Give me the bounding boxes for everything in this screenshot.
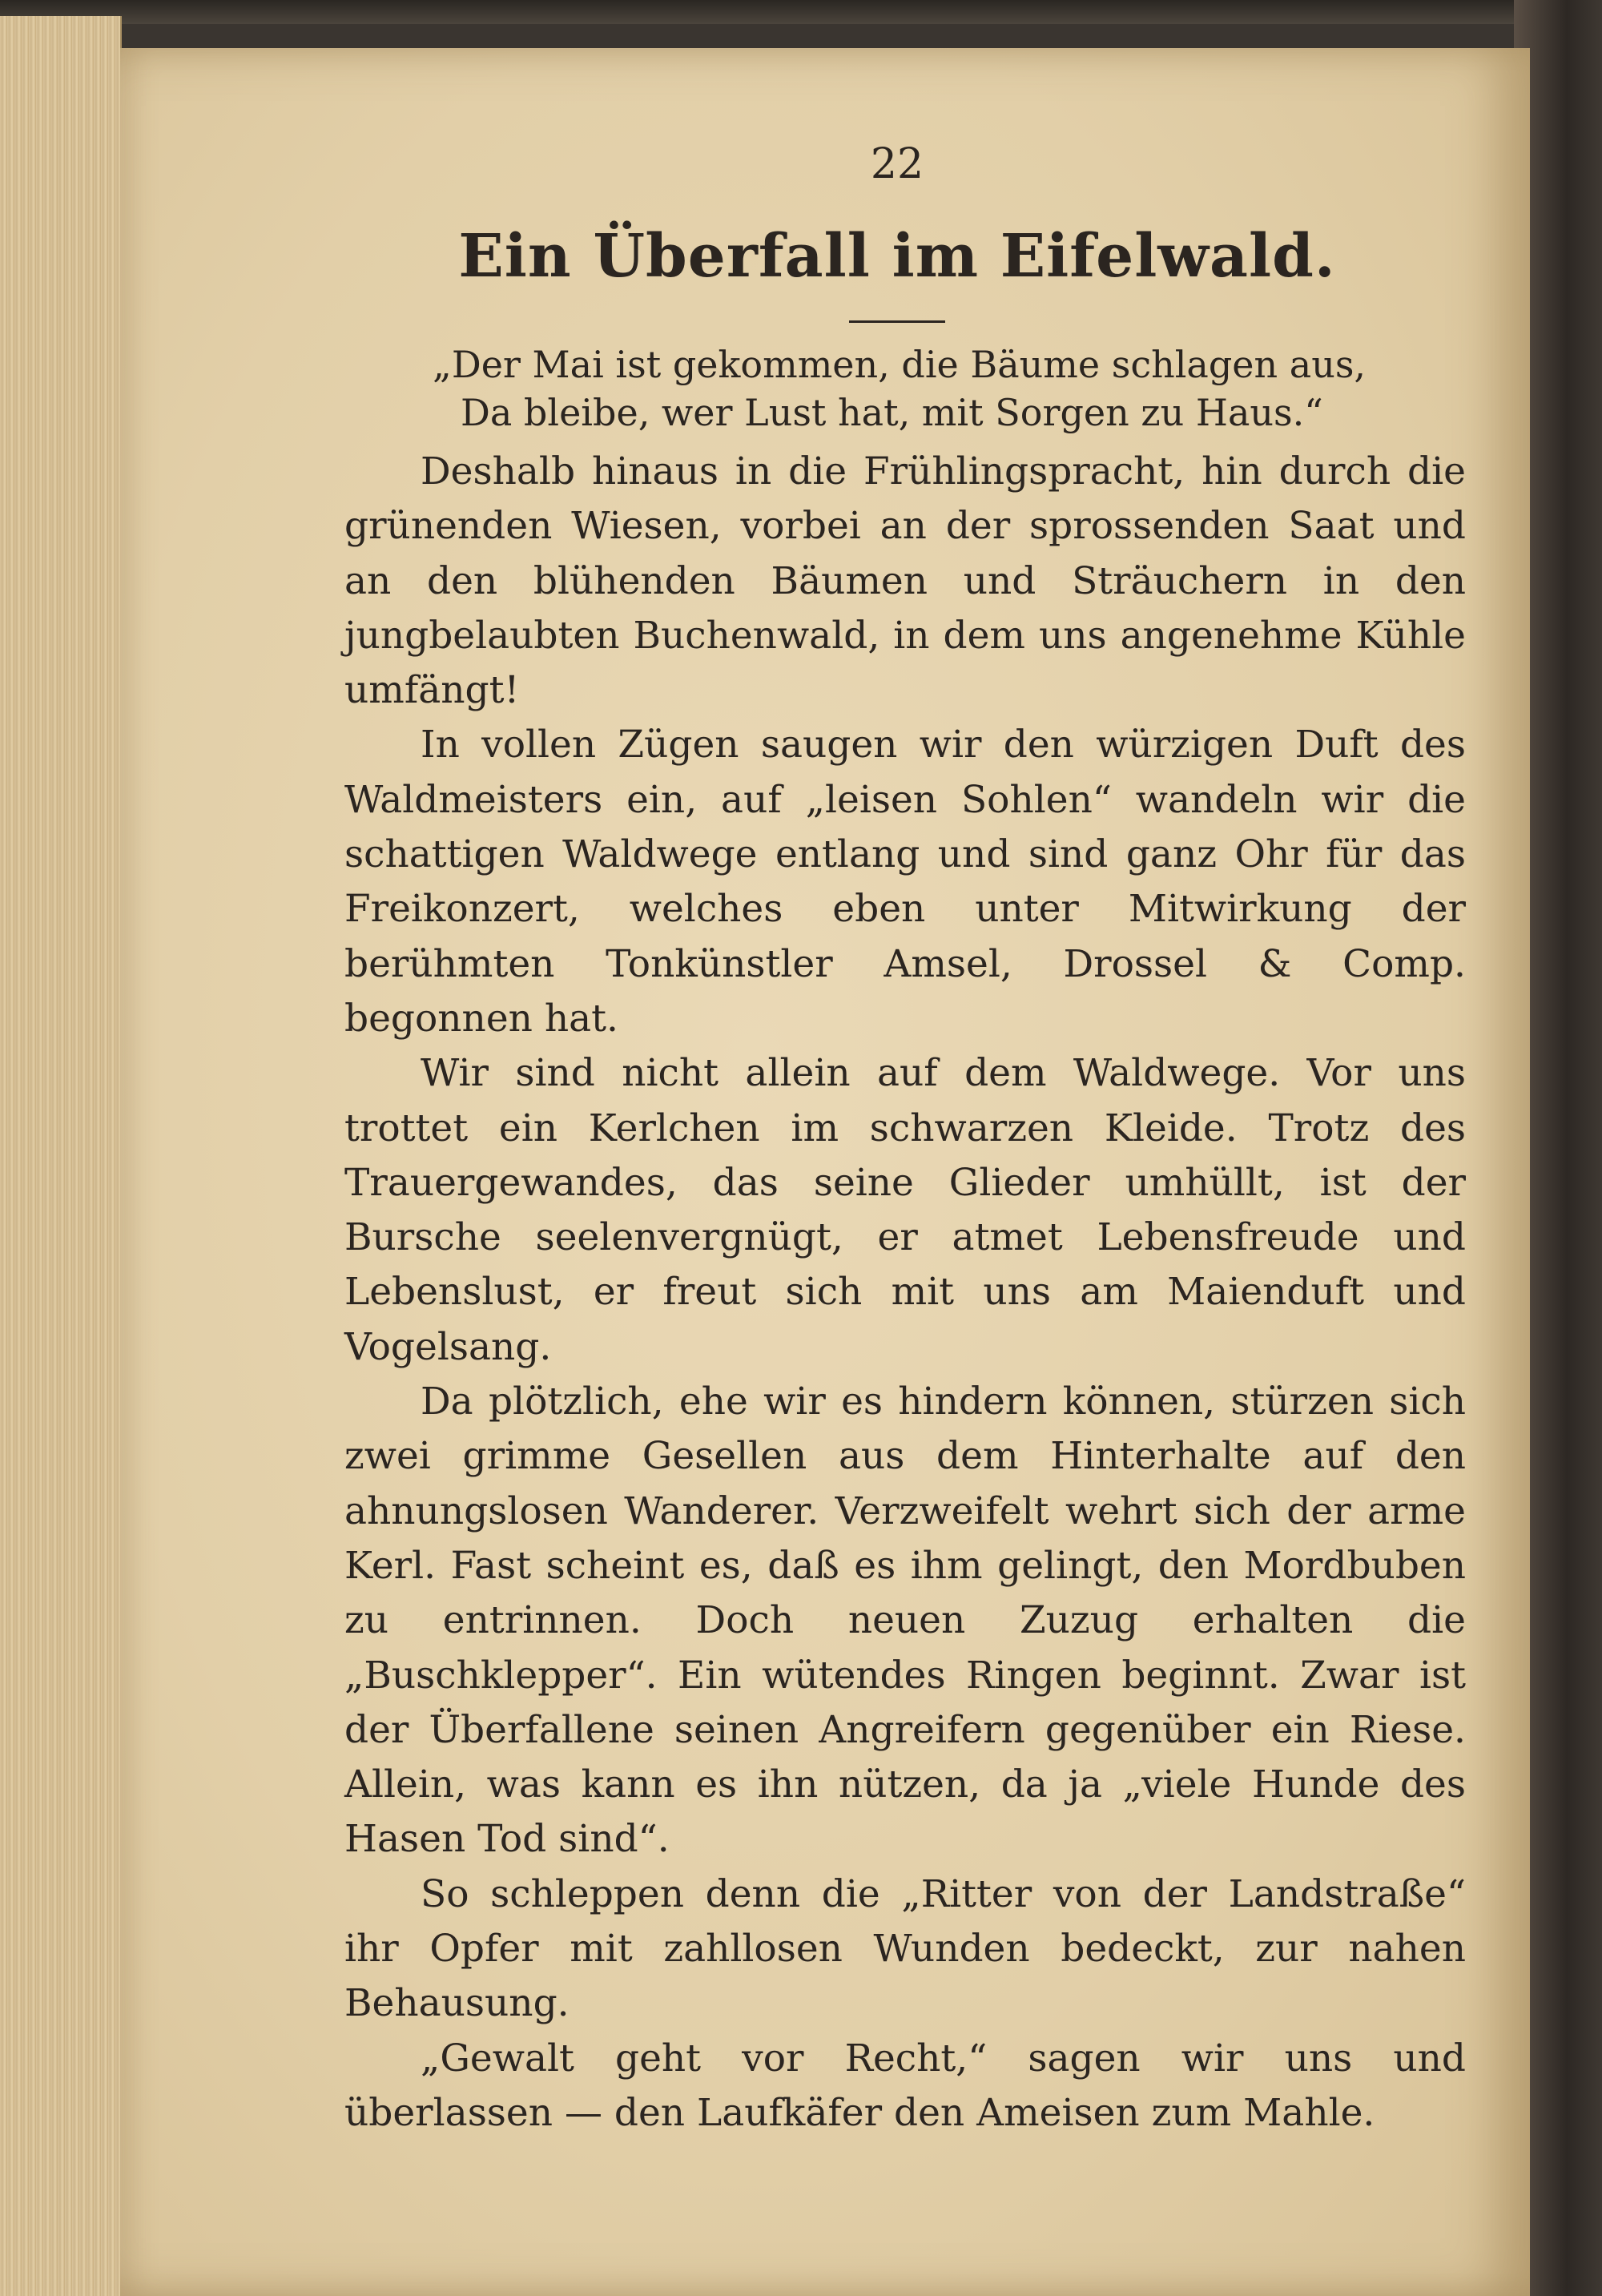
book-page [120, 48, 1530, 2296]
paragraph: Wir sind nicht allein auf dem Waldwege. Vor uns trottet ein Kerlchen im schwarzen Kleide. Trotz des Trauergewandes, das seine Glieder umhüllt, ist der Bursche seelenvergnügt, er atmet Lebensfreude und Lebenslust, er freut sich mit uns am Maienduft und Vogelsang. [344, 1051, 1466, 1369]
body-text [344, 445, 1466, 2141]
paragraph: Deshalb hinaus in die Frühlingspracht, hin durch die grünenden Wiesen, vorbei an der sprossenden Saat und an den blühenden Bäumen und Sträuchern in den jungbelaubten Buchenwald, in dem uns angenehme Kühle umfängt! [344, 449, 1466, 713]
verse-line: Da bleibe, wer Lust hat, mit Sorgen zu Haus.“ [461, 391, 1323, 434]
chapter-title: Ein Überfall im Eifelwald. [458, 222, 1336, 291]
title-divider [849, 320, 945, 323]
verse-line: „Der Mai ist gekommen, die Bäume schlagen aus, [433, 343, 1367, 386]
book-cover-top [0, 0, 1602, 24]
epigraph-verse [344, 340, 1602, 437]
page-content [344, 136, 1602, 2141]
page-number: 22 [870, 140, 924, 188]
paragraph: In vollen Zügen saugen wir den würzigen Duft des Waldmeisters ein, auf „leisen Sohlen“ wandeln wir die schattigen Waldwege entlang und sind ganz Ohr für das Freikonzert, welches eben unter Mitwirkung der berühmten Tonkünstler Amsel, Drossel & Comp. begonnen hat. [344, 723, 1466, 1041]
paragraph: Da plötzlich, ehe wir es hindern können, stürzen sich zwei grimme Gesellen aus dem Hinterhalte auf den ahnungslosen Wanderer. Verzweifelt wehrt sich der arme Kerl. Fast scheint es, daß es ihm gelingt, den Mordbuben zu entrinnen. Doch neuen Zuzug erhalten die „Buschklepper“. Ein wütendes Ringen beginnt. Zwar ist der Überfallene seinen Angreifern gegenüber ein Riese. Allein, was kann es ihn nützen, da ja „viele Hunde des Hasen Tod sind“. [344, 1380, 1466, 1862]
page-edges [0, 16, 122, 2296]
paragraph: „Gewalt geht vor Recht,“ sagen wir uns und überlassen — den Laufkäfer den Ameisen zum Mahle. [344, 2036, 1466, 2135]
paragraph: So schleppen denn die „Ritter von der Landstraße“ ihr Opfer mit zahllosen Wunden bedeckt, zur nahen Behausung. [344, 1871, 1466, 2026]
